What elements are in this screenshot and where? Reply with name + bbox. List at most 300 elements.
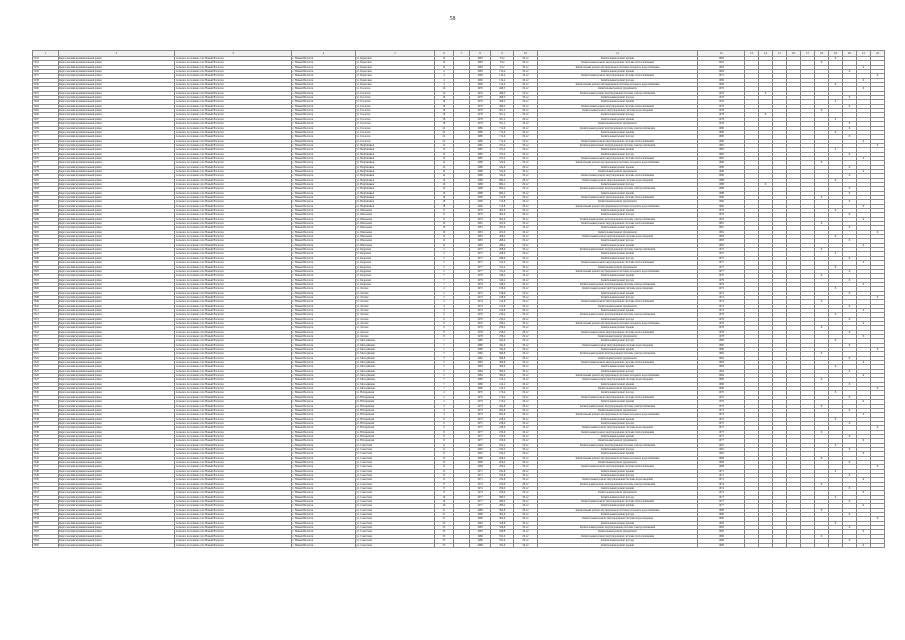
table-cell: Капитальный ремонт внутридомовой системы холодного водоснабжения bbox=[537, 374, 698, 378]
table-cell: Капитальный ремонт внутридомовой системы электроснабжения bbox=[537, 91, 698, 95]
table-cell: ул. Школьная bbox=[355, 230, 434, 234]
table-cell: 29.12 bbox=[514, 426, 537, 430]
table-cell: 29.12 bbox=[514, 109, 537, 113]
table-cell: X bbox=[870, 295, 884, 299]
table-cell: Сельское поселение села Новый Васюган bbox=[175, 295, 292, 299]
table-cell: 5264 bbox=[33, 104, 59, 108]
table-cell: ул. Лесная bbox=[355, 304, 434, 308]
table-cell: 455,0 bbox=[491, 222, 514, 226]
table-cell: Сельское поселение села Новый Васюган bbox=[175, 304, 292, 308]
table-cell: 18 bbox=[435, 113, 454, 117]
table-cell: 1982 bbox=[698, 352, 745, 356]
table-cell: 18 bbox=[435, 196, 454, 200]
table-cell: 29.12 bbox=[514, 395, 537, 399]
table-cell: 312,4 bbox=[491, 269, 514, 273]
table-cell: Капитальный ремонт внутридомовой системы теплоснабжения bbox=[537, 261, 698, 265]
table-cell: 1974 bbox=[698, 304, 745, 308]
table-cell: Сельское поселение села Новый Васюган bbox=[175, 139, 292, 143]
table-cell: Каргасокский муниципальный район bbox=[58, 534, 175, 538]
table-cell: 1979 bbox=[698, 274, 745, 278]
table-cell: 19 bbox=[435, 504, 454, 508]
table-cell: 11 bbox=[435, 452, 454, 456]
table-cell: 1984 bbox=[698, 369, 745, 373]
table-cell: X bbox=[856, 374, 870, 378]
table-cell: 29.12 bbox=[514, 57, 537, 61]
table-cell: с. Новый Васюган bbox=[291, 352, 355, 356]
table-cell: 5355 bbox=[33, 500, 59, 504]
table-cell: 352,0 bbox=[491, 543, 514, 547]
table-cell: 29.12 bbox=[514, 478, 537, 482]
table-cell: Каргасокский муниципальный район bbox=[58, 539, 175, 543]
table-cell: ул. Лесная bbox=[355, 326, 434, 330]
table-cell: 1980 bbox=[698, 517, 745, 521]
table-cell: 1979 bbox=[470, 217, 491, 221]
table-cell: 1972 bbox=[470, 291, 491, 295]
table-cell: Сельское поселение села Новый Васюган bbox=[175, 196, 292, 200]
table-cell: 1972 bbox=[470, 287, 491, 291]
table-cell: Капитальный ремонт фасада bbox=[537, 239, 698, 243]
table-cell: 1979 bbox=[470, 282, 491, 286]
table-cell: 16 bbox=[435, 87, 454, 91]
table-cell: ул. Набережная bbox=[355, 395, 434, 399]
table-cell: 4 bbox=[435, 70, 454, 74]
table-cell: Каргасокский муниципальный район bbox=[58, 135, 175, 139]
table-cell: 5315 bbox=[33, 326, 59, 330]
table-cell: 1984 bbox=[470, 365, 491, 369]
table-cell: 29.12 bbox=[514, 434, 537, 438]
table-cell: 1977 bbox=[698, 439, 745, 443]
table-cell: Каргасокский муниципальный район bbox=[58, 156, 175, 160]
table-cell: 7 bbox=[435, 274, 454, 278]
table-cell: 1985 bbox=[470, 148, 491, 152]
table-cell: 1986 bbox=[470, 539, 491, 543]
table-cell: Каргасокский муниципальный район bbox=[58, 543, 175, 547]
table-cell: X bbox=[870, 426, 884, 430]
table-cell: ул. Советская bbox=[355, 517, 434, 521]
table-cell: Капитальный ремонт внутридомовой системы электроснабжения bbox=[537, 187, 698, 191]
table-cell: Капитальный ремонт крыши bbox=[537, 148, 698, 152]
table-cell: 1983 bbox=[470, 521, 491, 525]
table-cell: Сельское поселение села Новый Васюган bbox=[175, 478, 292, 482]
table-cell: 29.12 bbox=[514, 339, 537, 343]
table-cell: Капитальный ремонт внутридомовой системы теплоснабжения bbox=[537, 174, 698, 178]
table-cell: Сельское поселение села Новый Васюган bbox=[175, 430, 292, 434]
table-cell: Капитальный ремонт внутридомовой системы холодного водоснабжения bbox=[537, 269, 698, 273]
table-cell: 1980 bbox=[698, 508, 745, 512]
table-cell: 19 bbox=[435, 500, 454, 504]
table-cell: 1970 bbox=[470, 391, 491, 395]
table-cell: с. Новый Васюган bbox=[291, 178, 355, 182]
table-cell: Каргасокский муниципальный район bbox=[58, 469, 175, 473]
table-cell: 5270 bbox=[33, 130, 59, 134]
table-cell: 15 bbox=[435, 469, 454, 473]
table-cell: Сельское поселение села Новый Васюган bbox=[175, 426, 292, 430]
table-cell: 1976 bbox=[470, 104, 491, 108]
capital-repair-table bbox=[32, 50, 885, 548]
table-cell: 250,6 bbox=[491, 430, 514, 434]
table-cell: Сельское поселение села Новый Васюган bbox=[175, 148, 292, 152]
table-cell: 5298 bbox=[33, 252, 59, 256]
table-cell: с. Новый Васюган bbox=[291, 135, 355, 139]
table-cell: 29.12 bbox=[514, 182, 537, 186]
table-cell: ул. Береговая bbox=[355, 83, 434, 87]
table-cell: X bbox=[856, 282, 870, 286]
table-cell: Каргасокский муниципальный район bbox=[58, 78, 175, 82]
table-cell: 1986 bbox=[470, 174, 491, 178]
table-cell: ул. Лесная bbox=[355, 308, 434, 312]
table-cell: 29.12 bbox=[514, 335, 537, 339]
table-cell: 5283 bbox=[33, 187, 59, 191]
table-cell: Каргасокский муниципальный район bbox=[58, 235, 175, 239]
table-cell: X bbox=[856, 78, 870, 82]
table-cell: 1976 bbox=[698, 100, 745, 104]
table-cell: Капитальный ремонт внутридомовой системы электроснабжения bbox=[537, 217, 698, 221]
table-cell: 13 bbox=[435, 465, 454, 469]
table-cell: X bbox=[828, 148, 842, 152]
table-cell: 29.12 bbox=[514, 126, 537, 130]
table-cell: X bbox=[842, 382, 856, 386]
table-cell: Капитальный ремонт внутридомовой системы электроснабжения bbox=[537, 526, 698, 530]
table-cell: Сельское поселение села Новый Васюган bbox=[175, 308, 292, 312]
table-cell: 472,4 bbox=[491, 156, 514, 160]
column-header: 19 bbox=[828, 51, 842, 57]
table-cell: с. Новый Васюган bbox=[291, 330, 355, 334]
table-cell: X bbox=[870, 517, 884, 521]
table-cell: 1974 bbox=[470, 308, 491, 312]
table-cell: с. Новый Васюган bbox=[291, 530, 355, 534]
table-cell: X bbox=[828, 235, 842, 239]
table-cell: Каргасокский муниципальный район bbox=[58, 174, 175, 178]
table-cell: 1986 bbox=[698, 543, 745, 547]
column-header: 20 bbox=[842, 51, 856, 57]
table-cell: 5 bbox=[435, 374, 454, 378]
table-cell: Каргасокский муниципальный район bbox=[58, 335, 175, 339]
table-cell: X bbox=[828, 443, 842, 447]
table-cell: Капитальный ремонт внутридомовой системы холодного водоснабжения bbox=[537, 456, 698, 460]
table-cell: 1985 bbox=[698, 152, 745, 156]
table-cell: Капитальный ремонт крыши bbox=[537, 400, 698, 404]
table-cell: 29.12 bbox=[514, 148, 537, 152]
table-cell: с. Новый Васюган bbox=[291, 421, 355, 425]
table-cell: 1983 bbox=[470, 239, 491, 243]
table-cell: Капитальный ремонт внутридомовой системы электроснабжения bbox=[537, 404, 698, 408]
table-cell: 5326 bbox=[33, 374, 59, 378]
table-cell: X bbox=[842, 460, 856, 464]
table-cell: 16 bbox=[435, 182, 454, 186]
table-cell: с. Новый Васюган bbox=[291, 321, 355, 325]
column-header: 7 bbox=[453, 51, 469, 57]
table-cell: Сельское поселение села Новый Васюган bbox=[175, 130, 292, 134]
table-cell: 5343 bbox=[33, 447, 59, 451]
table-cell: 1969 bbox=[698, 83, 745, 87]
column-header: 14 bbox=[759, 51, 773, 57]
column-header: 5 bbox=[355, 51, 434, 57]
table-cell: с. Новый Васюган bbox=[291, 348, 355, 352]
table-cell: Каргасокский муниципальный район bbox=[58, 317, 175, 321]
table-cell: 1983 bbox=[698, 530, 745, 534]
table-cell: 1980 bbox=[698, 130, 745, 134]
table-cell: Каргасокский муниципальный район bbox=[58, 165, 175, 169]
table-cell: 5278 bbox=[33, 165, 59, 169]
table-cell: 10 bbox=[435, 230, 454, 234]
table-cell: 4 bbox=[435, 78, 454, 82]
table-cell: Капитальный ремонт фасада bbox=[537, 513, 698, 517]
table-cell: Сельское поселение села Новый Васюган bbox=[175, 348, 292, 352]
table-cell: 11 bbox=[435, 443, 454, 447]
table-cell: Сельское поселение села Новый Васюган bbox=[175, 447, 292, 451]
table-cell: X bbox=[828, 313, 842, 317]
table-cell: 1978 bbox=[470, 109, 491, 113]
table-cell: 29.12 bbox=[514, 200, 537, 204]
table-cell: Капитальный ремонт фасада bbox=[537, 447, 698, 451]
table-cell: 14 bbox=[435, 174, 454, 178]
table-cell: Капитальный ремонт крыши bbox=[537, 100, 698, 104]
table-cell: X bbox=[814, 196, 828, 200]
table-cell: X bbox=[842, 122, 856, 126]
table-cell: с. Новый Васюган bbox=[291, 539, 355, 543]
table-cell: Капитальный ремонт фундамента bbox=[537, 265, 698, 269]
table-cell: Сельское поселение села Новый Васюган bbox=[175, 469, 292, 473]
table-cell: 1980 bbox=[698, 139, 745, 143]
table-cell: 1977 bbox=[698, 261, 745, 265]
table-cell: 1983 bbox=[698, 235, 745, 239]
table-cell: 5275 bbox=[33, 152, 59, 156]
table-cell: 1971 bbox=[698, 474, 745, 478]
table-cell: ул. Лесная bbox=[355, 330, 434, 334]
table-cell: X bbox=[842, 447, 856, 451]
table-cell: X bbox=[856, 169, 870, 173]
table-cell: 13 bbox=[435, 460, 454, 464]
table-cell: 712,8 bbox=[491, 200, 514, 204]
table-cell: Капитальный ремонт фасада bbox=[537, 391, 698, 395]
table-cell: ул. Нефтяников bbox=[355, 165, 434, 169]
table-cell: Каргасокский муниципальный район bbox=[58, 348, 175, 352]
table-cell: с. Новый Васюган bbox=[291, 543, 355, 547]
table-cell: 8 bbox=[435, 439, 454, 443]
table-cell: 684,2 bbox=[491, 178, 514, 182]
table-cell: Капитальный ремонт крыши bbox=[537, 291, 698, 295]
table-cell: Каргасокский муниципальный район bbox=[58, 204, 175, 208]
table-cell: 29.12 bbox=[514, 543, 537, 547]
table-cell: Сельское поселение села Новый Васюган bbox=[175, 330, 292, 334]
table-cell: X bbox=[814, 482, 828, 486]
table-cell: 29.12 bbox=[514, 491, 537, 495]
table-cell: X bbox=[870, 465, 884, 469]
table-cell: с. Новый Васюган bbox=[291, 87, 355, 91]
table-cell: 1978 bbox=[698, 335, 745, 339]
table-cell: с. Новый Васюган bbox=[291, 196, 355, 200]
table-cell: 1980 bbox=[698, 126, 745, 130]
table-cell: ул. Кедровая bbox=[355, 252, 434, 256]
table-cell: X bbox=[856, 361, 870, 365]
table-cell: 1977 bbox=[470, 500, 491, 504]
table-cell: Каргасокский муниципальный район bbox=[58, 209, 175, 213]
table-cell: 1979 bbox=[698, 209, 745, 213]
table-cell: 1977 bbox=[470, 495, 491, 499]
table-cell: X bbox=[842, 269, 856, 273]
table-cell: 1978 bbox=[698, 326, 745, 330]
table-cell: ул. Советская bbox=[355, 495, 434, 499]
table-cell: 5365 bbox=[33, 543, 59, 547]
table-cell: 1976 bbox=[698, 87, 745, 91]
table-cell: ул. Береговая bbox=[355, 78, 434, 82]
table-cell: с. Новый Васюган bbox=[291, 495, 355, 499]
table-cell: ул. Нефтяников bbox=[355, 187, 434, 191]
table-cell: 232,8 bbox=[491, 469, 514, 473]
table-cell: Сельское поселение села Новый Васюган bbox=[175, 474, 292, 478]
table-cell: Сельское поселение села Новый Васюган bbox=[175, 508, 292, 512]
table-cell: X bbox=[842, 256, 856, 260]
table-cell: 304,6 bbox=[491, 508, 514, 512]
table-cell: 7 bbox=[435, 382, 454, 386]
table-cell: 455,0 bbox=[491, 226, 514, 230]
table-cell: 1986 bbox=[470, 169, 491, 173]
table-cell: Капитальный ремонт крыши bbox=[537, 191, 698, 195]
table-cell: с. Новый Васюган bbox=[291, 426, 355, 430]
table-cell: Каргасокский муниципальный район bbox=[58, 117, 175, 121]
table-cell: с. Новый Васюган bbox=[291, 161, 355, 165]
table-cell: Сельское поселение села Новый Васюган bbox=[175, 291, 292, 295]
table-cell: 501,2 bbox=[491, 122, 514, 126]
table-cell: X bbox=[856, 217, 870, 221]
table-cell: 29.12 bbox=[514, 287, 537, 291]
table-cell: ул. Советская bbox=[355, 465, 434, 469]
table-cell: X bbox=[814, 456, 828, 460]
table-cell: 1982 bbox=[698, 356, 745, 360]
table-cell: 29.12 bbox=[514, 209, 537, 213]
table-cell: ул. Молодёжная bbox=[355, 352, 434, 356]
table-cell: 5 bbox=[435, 365, 454, 369]
table-cell: 5288 bbox=[33, 209, 59, 213]
table-cell: с. Новый Васюган bbox=[291, 460, 355, 464]
table-cell: с. Новый Васюган bbox=[291, 143, 355, 147]
table-cell: Каргасокский муниципальный район bbox=[58, 413, 175, 417]
table-cell: Капитальный ремонт внутридомовой системы теплоснабжения bbox=[537, 139, 698, 143]
table-cell: 2 bbox=[435, 395, 454, 399]
table-cell: 5291 bbox=[33, 222, 59, 226]
table-cell: Капитальный ремонт внутридомовой системы электроснабжения bbox=[537, 313, 698, 317]
table-cell: 29.12 bbox=[514, 196, 537, 200]
table-cell: ул. Набережная bbox=[355, 430, 434, 434]
table-cell: X bbox=[842, 187, 856, 191]
table-cell: Капитальный ремонт внутридомовой системы холодного водоснабжения bbox=[537, 321, 698, 325]
table-cell: с. Новый Васюган bbox=[291, 230, 355, 234]
table-cell: Сельское поселение села Новый Васюган bbox=[175, 178, 292, 182]
table-cell: X bbox=[814, 430, 828, 434]
table-cell: Каргасокский муниципальный район bbox=[58, 395, 175, 399]
table-cell: Каргасокский муниципальный район bbox=[58, 321, 175, 325]
table-cell: 366,8 bbox=[491, 352, 514, 356]
table-cell: 5322 bbox=[33, 356, 59, 360]
table-cell: 18 bbox=[435, 200, 454, 204]
table-cell: ул. Нефтяников bbox=[355, 152, 434, 156]
column-header: 18 bbox=[814, 51, 828, 57]
table-cell: 11 bbox=[435, 447, 454, 451]
table-cell: Каргасокский муниципальный район bbox=[58, 269, 175, 273]
table-cell: 228,0 bbox=[491, 426, 514, 430]
table-cell: 29.12 bbox=[514, 143, 537, 147]
table-cell: 1975 bbox=[470, 426, 491, 430]
table-cell: с. Новый Васюган bbox=[291, 439, 355, 443]
table-cell: 5354 bbox=[33, 495, 59, 499]
table-cell: 29.12 bbox=[514, 365, 537, 369]
table-cell: 1983 bbox=[698, 521, 745, 525]
table-cell: Сельское поселение села Новый Васюган bbox=[175, 269, 292, 273]
table-cell: 29.12 bbox=[514, 352, 537, 356]
table-cell: 268,6 bbox=[491, 248, 514, 252]
table-cell: X bbox=[856, 400, 870, 404]
table-cell: ул. Лесная bbox=[355, 287, 434, 291]
table-cell: ул. Школьная bbox=[355, 222, 434, 226]
table-cell: 1974 bbox=[698, 300, 745, 304]
table-cell: Сельское поселение села Новый Васюган bbox=[175, 200, 292, 204]
table-cell: Капитальный ремонт внутридомовой системы теплоснабжения bbox=[537, 330, 698, 334]
table-cell: с. Новый Васюган bbox=[291, 534, 355, 538]
table-cell: X bbox=[842, 343, 856, 347]
table-cell: Капитальный ремонт фасада bbox=[537, 495, 698, 499]
table-cell: X bbox=[842, 434, 856, 438]
table-cell: 5276 bbox=[33, 156, 59, 160]
table-cell: 1990 bbox=[470, 200, 491, 204]
table-cell: 134,4 bbox=[491, 83, 514, 87]
table-cell: X bbox=[842, 369, 856, 373]
table-cell: 1975 bbox=[470, 252, 491, 256]
table-cell: Капитальный ремонт внутридомовой системы теплоснабжения bbox=[537, 61, 698, 65]
table-cell: с. Новый Васюган bbox=[291, 169, 355, 173]
table-cell: Капитальный ремонт крыши bbox=[537, 252, 698, 256]
table-cell: X bbox=[842, 226, 856, 230]
table-cell: 1968 bbox=[698, 465, 745, 469]
table-cell: Капитальный ремонт фундамента bbox=[537, 408, 698, 412]
table-cell: 184,2 bbox=[491, 443, 514, 447]
table-cell: 524,6 bbox=[491, 165, 514, 169]
table-cell: 4 bbox=[435, 308, 454, 312]
table-cell: 232,8 bbox=[491, 474, 514, 478]
table-cell: 5295 bbox=[33, 239, 59, 243]
table-cell: 2022 bbox=[698, 61, 745, 65]
table-cell: ул. Нефтяников bbox=[355, 204, 434, 208]
table-cell: с. Новый Васюган bbox=[291, 400, 355, 404]
table-cell: 5273 bbox=[33, 143, 59, 147]
table-cell: 29.12 bbox=[514, 87, 537, 91]
table-cell: Капитальный ремонт крыши bbox=[537, 326, 698, 330]
table-cell: Каргасокский муниципальный район bbox=[58, 495, 175, 499]
table-cell: Каргасокский муниципальный район bbox=[58, 265, 175, 269]
column-header: 13 bbox=[745, 51, 759, 57]
table-cell: 198,6 bbox=[491, 287, 514, 291]
table-cell: с. Новый Васюган bbox=[291, 235, 355, 239]
table-cell: 5294 bbox=[33, 235, 59, 239]
table-cell: Капитальный ремонт фасада bbox=[537, 339, 698, 343]
table-cell: 1978 bbox=[470, 326, 491, 330]
table-cell: Капитальный ремонт внутридомовой системы теплоснабжения bbox=[537, 395, 698, 399]
table-cell: Сельское поселение села Новый Васюган bbox=[175, 135, 292, 139]
table-cell: Капитальный ремонт внутридомовой системы теплоснабжения bbox=[537, 74, 698, 78]
table-cell: 29.12 bbox=[514, 456, 537, 460]
table-cell: 1979 bbox=[470, 209, 491, 213]
table-cell: 29.12 bbox=[514, 321, 537, 325]
table-cell: Сельское поселение села Новый Васюган bbox=[175, 421, 292, 425]
table-cell: 1975 bbox=[698, 426, 745, 430]
table-cell: Сельское поселение села Новый Васюган bbox=[175, 356, 292, 360]
table-cell: ул. Геологов bbox=[355, 96, 434, 100]
table-cell: 5318 bbox=[33, 339, 59, 343]
table-cell: 1990 bbox=[698, 204, 745, 208]
table-cell: 1972 bbox=[698, 295, 745, 299]
table-cell: 8 bbox=[435, 217, 454, 221]
table-cell: ул. Молодёжная bbox=[355, 387, 434, 391]
table-cell: Капитальный ремонт внутридомовой системы теплоснабжения bbox=[537, 430, 698, 434]
